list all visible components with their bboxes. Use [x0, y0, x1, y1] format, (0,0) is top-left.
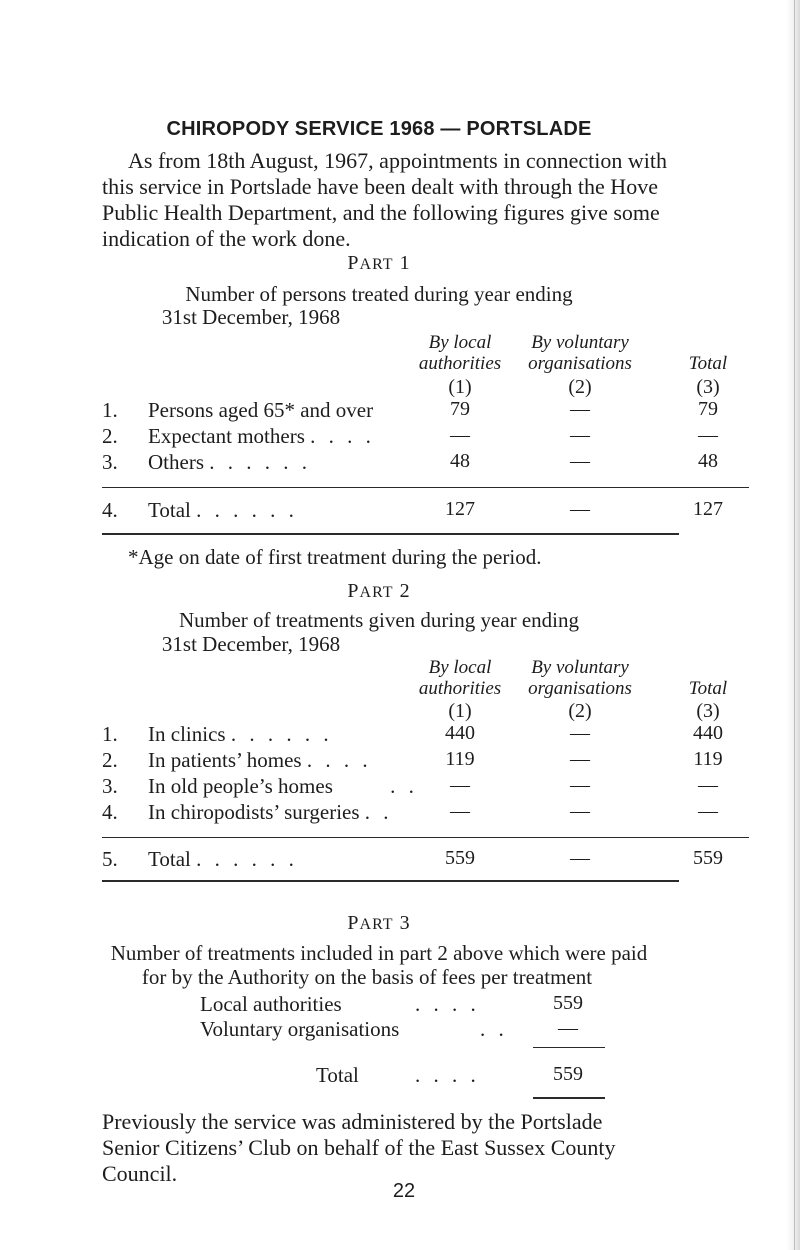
table-rule	[102, 880, 679, 882]
sum-rule	[533, 1097, 605, 1099]
intro-line: Public Health Department, and the following figures give some	[102, 200, 660, 225]
table-rule	[102, 533, 679, 535]
table-rule	[102, 487, 749, 488]
closing-line: Previously the service was administered by the Portslade	[102, 1109, 603, 1134]
part1-col-total-head: Total	[688, 353, 728, 374]
intro-line: this service in Portslade have been dealt with through the Hove	[102, 174, 658, 199]
part3-heading: PART 3	[347, 912, 411, 934]
part1-subtitle: Number of persons treated during year ending	[185, 282, 573, 306]
closing-line: Council.	[102, 1161, 178, 1186]
part2-heading: PART 2	[347, 580, 411, 602]
part1-col-num: (3)	[696, 376, 720, 398]
table-rule	[102, 837, 749, 838]
part2-col-total-head: Total	[688, 678, 728, 699]
part3-subtitle: Number of treatments included in part 2 above which were paid	[110, 941, 648, 965]
part1-footnote: *Age on date of first treatment during the period.	[128, 545, 542, 569]
part2-subtitle: Number of treatments given during year ending	[178, 608, 580, 632]
part2-col-num: (3)	[696, 700, 720, 722]
closing-paragraph	[102, 1109, 682, 1187]
part3-subtitle-2: for by the Authority on the basis of fees per treatment	[141, 965, 593, 989]
page-title: CHIROPODY SERVICE 1968 — PORTSLADE	[166, 118, 592, 140]
scan-edge-line	[794, 0, 795, 1250]
part2-col-voluntary-head: By voluntary organisations	[528, 657, 632, 699]
part2-col-local-head: By local authorities	[418, 657, 502, 699]
part1-col-num: (2)	[568, 376, 592, 398]
sum-rule	[533, 1047, 605, 1048]
part2-col-num: (1)	[448, 700, 472, 722]
part1-subtitle-date: 31st December, 1968	[161, 305, 341, 329]
part1-col-voluntary-head: By voluntary organisations	[528, 332, 632, 374]
scan-edge-shadow	[786, 0, 800, 1250]
closing-line: Senior Citizens’ Club on behalf of the East Sussex County	[102, 1135, 616, 1160]
intro-paragraph	[102, 148, 682, 252]
part2-subtitle-date: 31st December, 1968	[161, 632, 341, 656]
intro-line: As from 18th August, 1967, appointments in connection with	[128, 148, 667, 173]
intro-line: indication of the work done.	[102, 226, 351, 251]
part1-col-num: (1)	[448, 376, 472, 398]
part1-heading: PART 1	[347, 252, 411, 274]
page-number: 22	[392, 1180, 416, 1202]
part1-col-local-head: By local authorities	[418, 332, 502, 374]
part2-col-num: (2)	[568, 700, 592, 722]
